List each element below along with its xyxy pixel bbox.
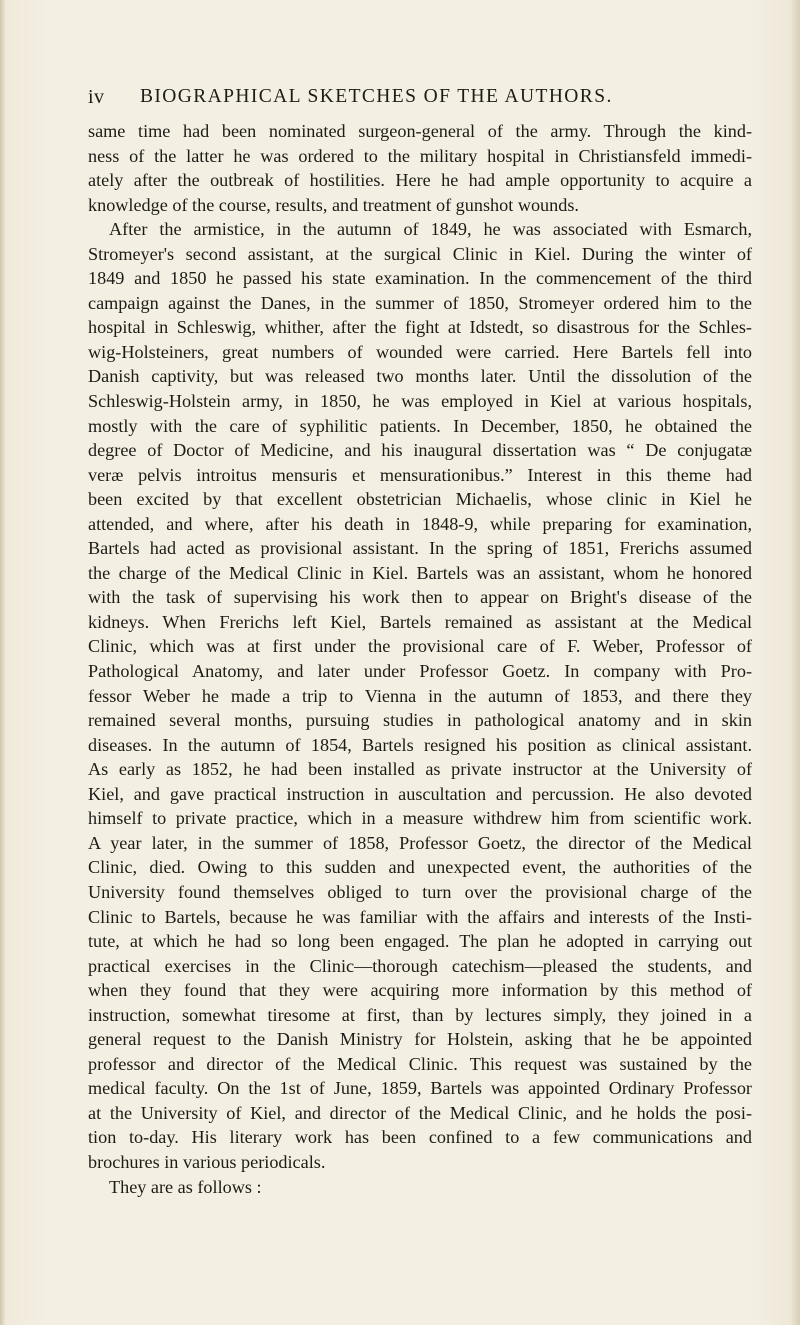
text-line: medical faculty. On the 1st of June, 1859, Bartels was appointed Ordinary Professor	[88, 1078, 752, 1099]
text-line: veræ pelvis introitus mensuris et mensurationibus.” Interest in this theme had	[88, 464, 752, 485]
paragraph-2	[88, 217, 752, 1174]
text-line: As early as 1852, he had been installed as private instructor at the University of	[88, 759, 752, 780]
text-line: degree of Doctor of Medicine, and his inaugural dissertation was “ De conjugatæ	[88, 440, 752, 461]
text-line: Schleswig-Holstein army, in 1850, he was employed in Kiel at various hospitals,	[88, 391, 752, 412]
text-line: Pathological Anatomy, and later under Professor Goetz. In company with Pro-	[88, 661, 752, 682]
text-line: attended, and where, after his death in 1848-9, while preparing for examination,	[88, 513, 752, 534]
text-line: wig-Holsteiners, great numbers of wounded were carried. Here Bartels fell into	[88, 341, 752, 362]
text-line: hospital in Schleswig, whither, after the fight at Idstedt, so disastrous for the Schles-	[88, 317, 752, 338]
text-line: the charge of the Medical Clinic in Kiel. Bartels was an assistant, whom he honored	[88, 562, 752, 583]
text-line: himself to private practice, which in a measure withdrew him from scientific work.	[88, 808, 752, 829]
text-line: tion to-day. His literary work has been confined to a few communications and	[88, 1127, 752, 1148]
text-line: practical exercises in the Clinic—thorough catechism—pleased the students, and	[88, 955, 752, 976]
text-line: Bartels had acted as provisional assistant. In the spring of 1851, Frerichs assumed	[88, 538, 752, 559]
page-number: iv	[88, 86, 105, 108]
text-line: diseases. In the autumn of 1854, Bartels resigned his position as clinical assistant.	[88, 734, 752, 755]
body-text	[88, 119, 752, 1199]
text-line: been excited by that excellent obstetrician Michaelis, whose clinic in Kiel he	[88, 489, 752, 510]
text-line: University found themselves obliged to turn over the provisional charge of the	[88, 881, 752, 902]
page-header	[88, 86, 748, 116]
page-edge-right	[790, 0, 800, 1325]
text-line: brochures in various periodicals.	[88, 1151, 326, 1172]
text-line: general request to the Danish Ministry for Holstein, asking that he be appointed	[88, 1029, 752, 1050]
text-line: instruction, somewhat tiresome at first, than by lectures simply, they joined in a	[88, 1004, 752, 1025]
text-line: knowledge of the course, results, and treatment of gunshot wounds.	[88, 194, 579, 215]
text-line: campaign against the Danes, in the summer of 1850, Stromeyer ordered him to the	[88, 292, 752, 313]
text-line: Stromeyer's second assistant, at the surgical Clinic in Kiel. During the winter of	[88, 243, 752, 264]
paragraph-3	[88, 1175, 752, 1200]
text-line: ness of the latter he was ordered to the military hospital in Christiansfeld immedi-	[88, 145, 752, 166]
text-line: kidneys. When Frerichs left Kiel, Bartels remained as assistant at the Medical	[88, 611, 752, 632]
text-line: with the task of supervising his work then to appear on Bright's disease of the	[88, 587, 752, 608]
text-line: Danish captivity, but was released two months later. Until the dissolution of the	[88, 366, 752, 387]
text-line: 1849 and 1850 he passed his state examination. In the commencement of the third	[88, 268, 752, 289]
text-line: ately after the outbreak of hostilities. Here he had ample opportunity to acquire a	[88, 170, 752, 191]
running-head: BIOGRAPHICAL SKETCHES OF THE AUTHORS.	[140, 86, 613, 107]
text-line: Kiel, and gave practical instruction in auscultation and percussion. He also devoted	[88, 783, 752, 804]
text-line: at the University of Kiel, and director of the Medical Clinic, and he holds the posi-	[88, 1102, 752, 1123]
text-line: tute, at which he had so long been engaged. The plan he adopted in carrying out	[88, 931, 752, 952]
paragraph-1	[88, 119, 752, 217]
text-line: Clinic, died. Owing to this sudden and unexpected event, the authorities of the	[88, 857, 752, 878]
text-line: remained several months, pursuing studies in pathological anatomy and in skin	[88, 710, 752, 731]
text-line: They are as follows :	[109, 1176, 262, 1197]
text-line: Clinic, which was at first under the provisional care of F. Weber, Professor of	[88, 636, 752, 657]
page-edge-left	[0, 0, 6, 1325]
text-line: A year later, in the summer of 1858, Professor Goetz, the director of the Medical	[88, 832, 752, 853]
text-line: Clinic to Bartels, because he was familiar with the affairs and interests of the Insti-	[88, 906, 752, 927]
text-line: mostly with the care of syphilitic patients. In December, 1850, he obtained the	[88, 415, 752, 436]
text-line: professor and director of the Medical Clinic. This request was sustained by the	[88, 1053, 752, 1074]
text-line: when they found that they were acquiring more information by this method of	[88, 980, 752, 1001]
text-line: After the armistice, in the autumn of 1849, he was associated with Esmarch,	[109, 219, 752, 240]
text-line: fessor Weber he made a trip to Vienna in the autumn of 1853, and there they	[88, 685, 752, 706]
text-line: same time had been nominated surgeon-general of the army. Through the kind-	[88, 121, 752, 141]
